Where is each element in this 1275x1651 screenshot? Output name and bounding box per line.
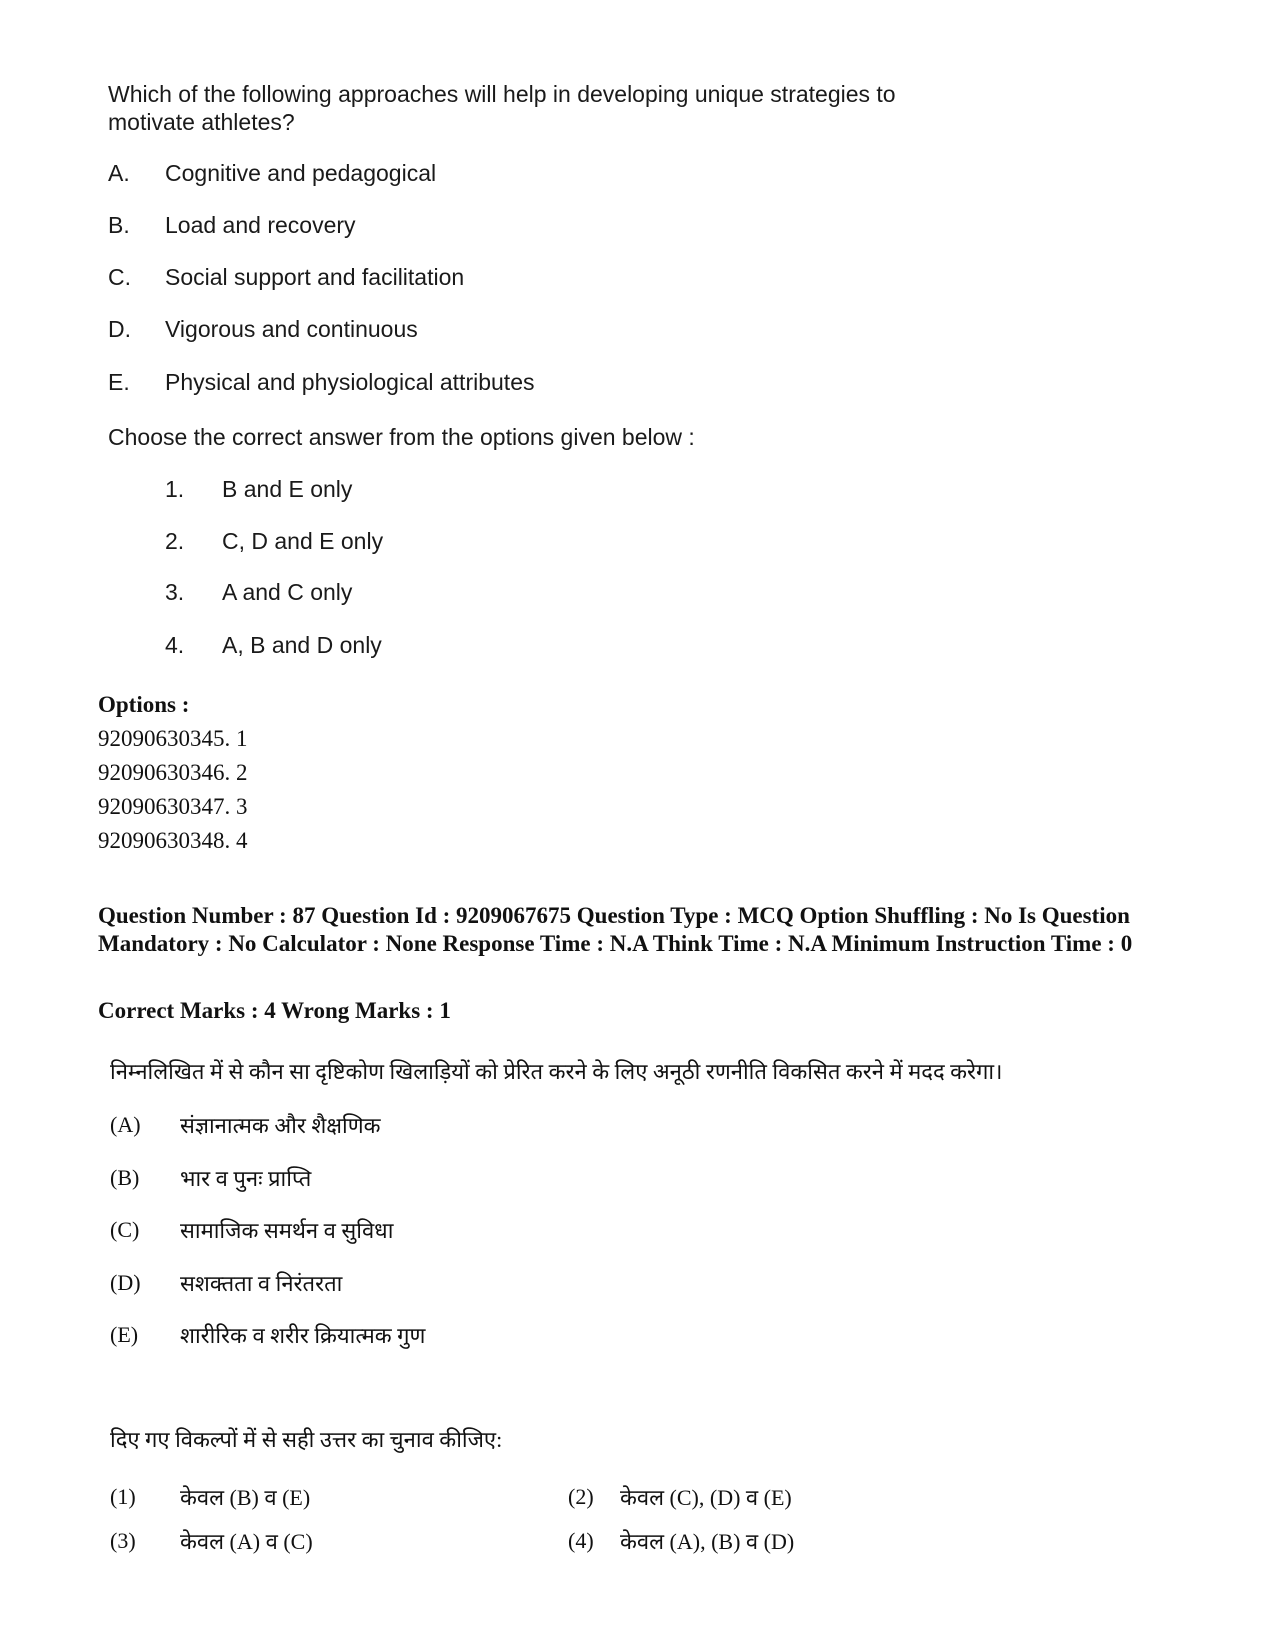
hi-answer-num-2: (2) — [568, 1484, 594, 1509]
hi-answer-text-1: केवल (B) व (E) — [180, 1485, 311, 1510]
item-letter-b: B. — [108, 212, 130, 238]
answer-text-2: C, D and E only — [222, 528, 384, 554]
hi-answer-text-4: केवल (A), (B) व (D) — [620, 1529, 795, 1554]
item-text-e: Physical and physiological attributes — [165, 369, 535, 395]
hi-item-text-e: शारीरिक व शरीर क्रियात्मक गुण — [180, 1323, 426, 1348]
option-line-1: 92090630345. 1 — [98, 726, 248, 751]
item-letter-a: A. — [108, 160, 130, 186]
marks-info: Correct Marks : 4 Wrong Marks : 1 — [98, 998, 451, 1023]
answer-num-4: 4. — [165, 632, 185, 658]
question-metadata: Question Number : 87 Question Id : 9209067675 Question Type : MCQ Option Shuffling : No Is Question Mandatory : No Calculator : None Response Time : N.A Think Time : N.A Minimum Instruction Time : 0 — [98, 903, 1133, 956]
answer-text-3: A and C only — [222, 579, 353, 605]
answer-num-3: 3. — [165, 579, 185, 605]
hi-item-letter-c: (C) — [110, 1217, 140, 1242]
option-line-2: 92090630346. 2 — [98, 760, 248, 785]
options-label: Options : — [98, 692, 190, 717]
hi-answer-num-4: (4) — [568, 1528, 594, 1553]
option-line-4: 92090630348. 4 — [98, 828, 248, 853]
item-letter-e: E. — [108, 369, 130, 395]
answer-num-1: 1. — [165, 476, 185, 502]
hi-answer-text-2: केवल (C), (D) व (E) — [620, 1485, 792, 1510]
item-text-a: Cognitive and pedagogical — [165, 160, 437, 186]
item-text-b: Load and recovery — [165, 212, 356, 238]
answer-num-2: 2. — [165, 528, 185, 554]
hi-item-letter-b: (B) — [110, 1165, 140, 1190]
answer-text-1: B and E only — [222, 476, 353, 502]
item-text-d: Vigorous and continuous — [165, 316, 418, 342]
hi-answer-num-1: (1) — [110, 1484, 136, 1509]
option-line-3: 92090630347. 3 — [98, 794, 248, 819]
answer-text-4: A, B and D only — [222, 632, 382, 658]
choose-instruction-hi: दिए गए विकल्पों में से सही उत्तर का चुनाव कीजिए: — [110, 1427, 503, 1452]
question-text-hi: निम्नलिखित में से कौन सा दृष्टिकोण खिलाड़ियों को प्रेरित करने के लिए अनूठी रणनीति विकसित करने में मदद करेगा। — [110, 1059, 1003, 1084]
item-text-c: Social support and facilitation — [165, 264, 465, 290]
hi-item-text-c: सामाजिक समर्थन व सुविधा — [180, 1218, 394, 1243]
choose-instruction-en: Choose the correct answer from the options given below : — [108, 424, 695, 450]
hi-item-letter-e: (E) — [110, 1322, 139, 1347]
hi-item-text-b: भार व पुनः प्राप्ति — [180, 1166, 312, 1191]
hi-answer-text-3: केवल (A) व (C) — [180, 1529, 313, 1554]
item-letter-d: D. — [108, 316, 131, 342]
hi-item-letter-d: (D) — [110, 1270, 141, 1295]
hi-item-text-d: सशक्तता व निरंतरता — [180, 1271, 343, 1296]
hi-item-letter-a: (A) — [110, 1112, 141, 1137]
hi-item-text-a: संज्ञानात्मक और शैक्षणिक — [180, 1113, 381, 1138]
question-text-en: Which of the following approaches will help in developing unique strategies to motivate athletes? — [108, 81, 896, 135]
hi-answer-num-3: (3) — [110, 1528, 136, 1553]
item-letter-c: C. — [108, 264, 131, 290]
